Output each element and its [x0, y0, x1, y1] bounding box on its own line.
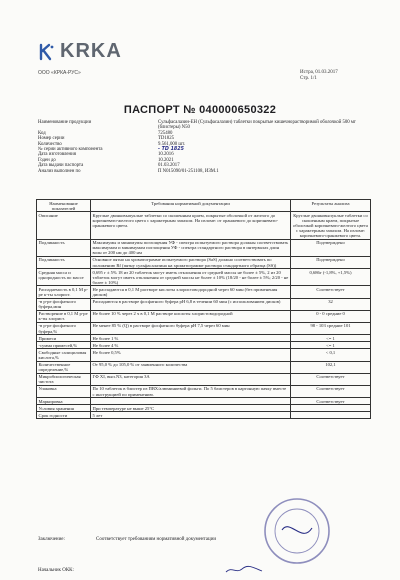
info-label: Дата выдачи паспорта	[38, 163, 84, 169]
result-cell: Соответствует	[291, 398, 371, 405]
requirement-cell: 5 лет	[91, 412, 291, 419]
result-cell: Соответствует	[291, 385, 371, 397]
parameter-cell: Подлинность	[37, 239, 91, 256]
krka-logo	[38, 40, 122, 63]
result-cell: Подтверждено	[291, 256, 371, 268]
table-row	[37, 342, 371, 349]
signature-row	[38, 565, 368, 575]
place-date-block	[300, 70, 338, 82]
requirement-cell: При температуре не выше 25°С	[91, 405, 291, 412]
info-label: Наименование продукции	[38, 120, 92, 125]
parameter-cell: -в р-ре фосфатного буфера,%	[37, 322, 91, 334]
table-row	[37, 385, 371, 397]
requirement-cell: Не более 1 %	[91, 335, 291, 342]
table-row	[37, 373, 371, 385]
requirement-cell: Не более 10 % через 2 ч в 0,1 М растворе кислоты хлористоводородной	[91, 310, 291, 322]
table-row	[37, 239, 371, 256]
info-label: Анализ выполнен по	[38, 168, 81, 174]
info-value: 9.561,000 шт.	[158, 141, 186, 147]
info-label: № серии активного компонента	[38, 147, 103, 153]
result-cell: 0,686г (-1,8%, +1,5%)	[291, 269, 371, 286]
parameter-cell: Распадаемость в 0,1 М р-ре к-ты хлорист.	[37, 286, 91, 298]
requirement-cell: Не менее 85 % (Q) в растворе фосфатного буфера pH 7,5 через 60 мин	[91, 322, 291, 334]
info-label: Дата изготовления	[38, 152, 76, 158]
company-name: ООО «КРКА-РУС»	[38, 70, 81, 76]
info-label: Номер серии	[38, 136, 65, 142]
logo-text: KRKA	[60, 40, 122, 62]
parameter-cell: Свободные салициловая кислота,%	[37, 349, 91, 361]
result-cell	[291, 412, 371, 419]
column-header: Требования нормативной документации	[91, 200, 291, 212]
parameter-cell: Микробиологическая чистота	[37, 373, 91, 385]
product-info	[38, 120, 368, 174]
requirement-cell: Круглые двояковыпуклые таблетки со скошенным краем, покрытые оболочкой от желтого до коричневато-желтого цвета с характерным запахом. На изломе: от оранжевого до коричневато-оранжевого цвета.	[91, 212, 291, 239]
specification-table	[36, 199, 371, 419]
table-row	[37, 286, 371, 298]
requirement-cell	[91, 398, 291, 405]
result-cell: Соответствует	[291, 373, 371, 385]
parameter-cell: Описание	[37, 212, 91, 239]
table-row	[37, 335, 371, 342]
table-row	[37, 212, 371, 239]
result-cell: <= 1	[291, 342, 371, 349]
info-value: 10.2016	[158, 152, 174, 158]
result-cell: 98 - 103 средние 101	[291, 322, 371, 334]
table-header-row	[37, 200, 371, 212]
requirement-cell: Основное пятно на хроматограмме испытуемого раствора (SaS) должно соответствовать по положению Rf (пятну сульфасалазина на хроматограмме раствора стандартного образца (SS))	[91, 256, 291, 268]
result-cell: Соответствует	[291, 286, 371, 298]
info-row	[38, 120, 368, 131]
requirement-cell: По 10 таблеток в блистер из ПВХ/алюминиевой фольги. По 5 блистеров в картонную пачку вместе с инструкцией по применению.	[91, 385, 291, 397]
requirement-cell: ГФ XI, вып.N3, категория 3А	[91, 373, 291, 385]
table-row	[37, 361, 371, 373]
info-label: Годен до	[38, 157, 56, 163]
requirement-cell: Распадаются в растворе фосфатного буфера pH 6,8 в течении 60 мин (с использованием дисков)	[91, 298, 291, 310]
result-cell: Подтверждено	[291, 239, 371, 256]
requirement-cell: 0,695 г ± 5% 18 из 20 таблеток могут иметь отклонения от средней массы не более ± 5%, 2 из 20 таблеток могут иметь отклонения от средней массы не более ± 10% (18/20 - не более ± 5%; 2/20 - не более ± 10%)	[91, 269, 291, 286]
info-value: Сульфасалазин-ЕН (Сульфасалазин) таблетки покрытые кишечнорастворимой оболочкой 500 мг (блистеры) N50	[158, 120, 356, 131]
signature-label: Начальник ОКК:	[38, 567, 74, 573]
table-row	[37, 298, 371, 310]
table-row	[37, 405, 371, 412]
requirement-cell: Не более 4 %	[91, 342, 291, 349]
parameter-cell: Маркировка	[37, 398, 91, 405]
result-cell: 102,1	[291, 361, 371, 373]
requirement-cell: Максимумы и минимумы поглощения УФ - спектра испытуемого раствора должны соответствовать максимумам и минимумам поглощения УФ - спектра стандартного раствора в интервалах длин волн от 200 нм до 400 нм	[91, 239, 291, 256]
passport-title: ПАСПОРТ № 040000650322	[123, 104, 277, 116]
info-label: Количество	[38, 141, 62, 147]
info-row	[38, 169, 368, 174]
info-value: 10.2021	[158, 157, 174, 163]
parameter-cell: Упаковка	[37, 385, 91, 397]
conclusion-text: Соответствует требованиям нормативной документации	[96, 537, 217, 542]
parameter-cell: Срок годности	[37, 412, 91, 419]
table-row	[37, 269, 371, 286]
table-row	[37, 322, 371, 334]
place-date: Истра, 01.03.2017	[300, 70, 338, 75]
krka-logo-icon	[38, 43, 56, 61]
parameter-cell: Средняя масса и однородность по массе	[37, 269, 91, 286]
parameter-cell: Примеси	[37, 335, 91, 342]
parameter-cell: Условия хранения	[37, 405, 91, 412]
parameter-cell: -сумма примесей,%	[37, 342, 91, 349]
page-number: Стр. 1/1	[300, 76, 317, 81]
info-value: 01.03.2017	[158, 163, 180, 169]
info-value: П N015090/01-251108, ИЗМ.1	[158, 168, 219, 174]
parameter-cell: -в р-ре фосфатного буфера,мин	[37, 298, 91, 310]
table-row	[37, 412, 371, 419]
result-cell: Круглые двояковыпуклые таблетки со скошенным краем, покрытые оболочкой коричневато-желтого цвета с характерным запахом. На изломе: коричневато-оранжевого цвета.	[291, 212, 371, 239]
handwritten-value: - TD 1825	[158, 147, 184, 153]
parameter-cell: Количественное определение,%	[37, 361, 91, 373]
requirement-cell: От 95,0 % до 105,0 % от заявленного количества	[91, 361, 291, 373]
conclusion-label: Заключение:	[38, 537, 65, 542]
requirement-cell: Не более 0,5%	[91, 349, 291, 361]
result-cell: < 0,1	[291, 349, 371, 361]
column-header: Результаты анализа	[291, 200, 371, 212]
result-cell: 0 - 0 средние 0	[291, 310, 371, 322]
result-cell	[291, 405, 371, 412]
column-header: Наименование показателей	[37, 200, 91, 212]
table-row	[37, 398, 371, 405]
conclusion-row	[38, 537, 368, 542]
parameter-cell: Подлинность	[37, 256, 91, 268]
parameter-cell: Растворение в 0,1 М р-ре к-ты хлорист.	[37, 310, 91, 322]
info-value: 725480	[158, 130, 173, 136]
requirement-cell: Не распадаются в 0,1 М растворе кислоты хлористоводородной через 60 мин (без применения дисков)	[91, 286, 291, 298]
info-value: TD1825	[158, 136, 174, 142]
signature-icon	[224, 565, 264, 575]
footer	[38, 537, 368, 575]
table-row	[37, 310, 371, 322]
table-row	[37, 256, 371, 268]
table-row	[37, 349, 371, 361]
info-label: Код	[38, 130, 46, 136]
result-cell: <= 1	[291, 335, 371, 342]
result-cell: 32	[291, 298, 371, 310]
